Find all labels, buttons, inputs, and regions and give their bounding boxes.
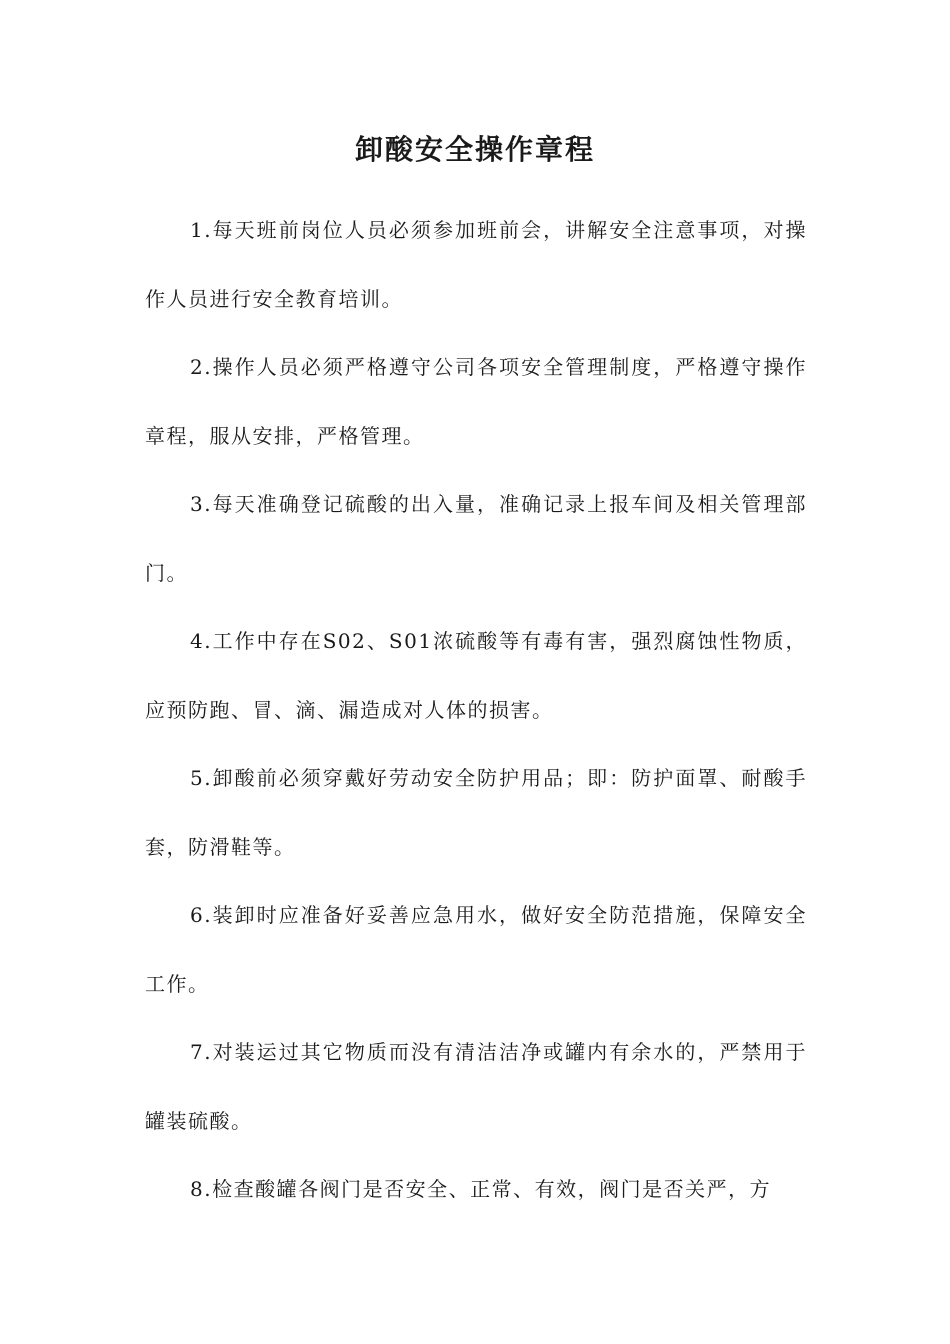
document-body: [145, 196, 807, 1224]
paragraph-4: 4.工作中存在S02、S01浓硫酸等有毒有害，强烈腐蚀性物质，应预防跑、冒、滴、漏造成对人体的损害。: [145, 629, 807, 722]
paragraph-6: 6.装卸时应准备好妥善应急用水，做好安全防范措施，保障安全工作。: [145, 903, 807, 996]
paragraph-3: 3.每天准确登记硫酸的出入量，准确记录上报车间及相关管理部门。: [145, 492, 807, 585]
paragraph-7: 7.对装运过其它物质而没有清洁洁净或罐内有余水的，严禁用于罐装硫酸。: [145, 1040, 807, 1133]
paragraph-2: 2.操作人员必须严格遵守公司各项安全管理制度，严格遵守操作章程，服从安排，严格管理。: [145, 355, 807, 448]
paragraph-5: 5.卸酸前必须穿戴好劳动安全防护用品；即：防护面罩、耐酸手套，防滑鞋等。: [145, 766, 807, 859]
paragraph-1: 1.每天班前岗位人员必须参加班前会，讲解安全注意事项，对操作人员进行安全教育培训。: [145, 218, 807, 311]
paragraph-8: 8.检查酸罐各阀门是否安全、正常、有效，阀门是否关严，方: [190, 1177, 772, 1201]
document-title: 卸酸安全操作章程: [354, 133, 595, 166]
